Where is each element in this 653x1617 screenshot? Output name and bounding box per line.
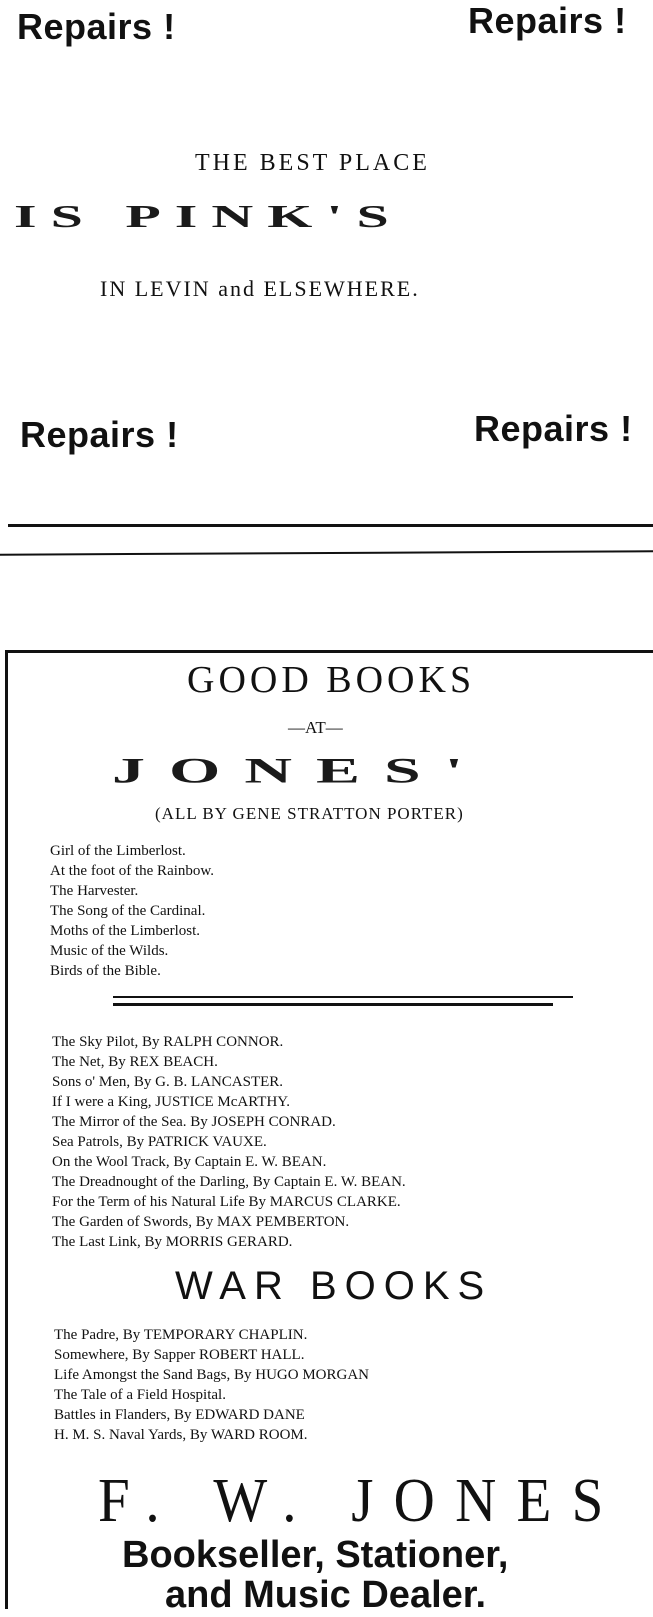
list-item: The Song of the Cardinal. <box>50 903 206 919</box>
general-book-list <box>52 1032 406 1252</box>
list-item: Somewhere, By Sapper ROBERT HALL. <box>54 1347 305 1363</box>
list-item: The Mirror of the Sea. By JOSEPH CONRAD. <box>52 1114 336 1130</box>
list-item: On the Wool Track, By Captain E. W. BEAN. <box>52 1154 327 1170</box>
author-note: (ALL BY GENE STRATTON PORTER) <box>155 804 464 823</box>
porter-book-list <box>50 841 214 981</box>
trade-line-2: and Music Dealer. <box>165 1574 487 1616</box>
list-item: Girl of the Limberlost. <box>50 843 186 859</box>
repairs-heading-bottom-left: Repairs ! <box>20 414 179 455</box>
repairs-heading-bottom-right: Repairs ! <box>474 408 633 449</box>
trade-line-1: Bookseller, Stationer, <box>122 1534 509 1576</box>
tagline: THE BEST PLACE <box>195 150 430 176</box>
war-books-title: WAR BOOKS <box>175 1264 493 1308</box>
list-item: The Last Link, By MORRIS GERARD. <box>52 1234 293 1250</box>
repairs-heading-top-right: Repairs ! <box>468 0 627 41</box>
list-item: At the foot of the Rainbow. <box>50 863 214 879</box>
location-line: IN LEVIN and ELSEWHERE. <box>100 276 420 301</box>
list-item: Sons o' Men, By G. B. LANCASTER. <box>52 1074 284 1090</box>
list-item: The Padre, By TEMPORARY CHAPLIN. <box>54 1327 308 1343</box>
list-item: The Tale of a Field Hospital. <box>54 1387 226 1403</box>
list-item: Life Amongst the Sand Bags, By HUGO MORGAN <box>54 1367 369 1383</box>
list-item: Battles in Flanders, By EDWARD DANE <box>54 1407 305 1423</box>
list-item: Birds of the Bible. <box>50 963 161 979</box>
repairs-heading-top-left: Repairs ! <box>17 6 176 47</box>
list-item: The Net, By REX BEACH. <box>52 1054 218 1070</box>
list-item: The Dreadnought of the Darling, By Captain E. W. BEAN. <box>52 1174 406 1190</box>
list-item: H. M. S. Naval Yards, By WARD ROOM. <box>54 1427 308 1443</box>
list-item: The Sky Pilot, By RALPH CONNOR. <box>52 1034 284 1050</box>
list-divider <box>113 996 573 998</box>
at-line: —AT— <box>288 718 343 737</box>
list-item: Moths of the Limberlost. <box>50 923 200 939</box>
list-item: The Harvester. <box>50 883 139 899</box>
pinks-headline: IS PINK'S <box>14 198 403 235</box>
section-divider <box>8 524 653 527</box>
war-book-list <box>54 1325 369 1445</box>
jones-store-name: JONES' <box>112 750 488 791</box>
ad-border-top <box>8 650 653 653</box>
proprietor-name: F. W. JONES <box>98 1467 624 1535</box>
ad-border-left <box>5 650 8 1609</box>
list-item: Music of the Wilds. <box>50 943 169 959</box>
list-item: The Garden of Swords, By MAX PEMBERTON. <box>52 1214 350 1230</box>
list-divider <box>113 1003 553 1006</box>
list-item: For the Term of his Natural Life By MARCUS CLARKE. <box>52 1194 401 1210</box>
list-item: Sea Patrols, By PATRICK VAUXE. <box>52 1134 267 1150</box>
good-books-title: GOOD BOOKS <box>187 659 476 701</box>
section-divider <box>0 550 653 555</box>
list-item: If I were a King, JUSTICE McARTHY. <box>52 1094 290 1110</box>
